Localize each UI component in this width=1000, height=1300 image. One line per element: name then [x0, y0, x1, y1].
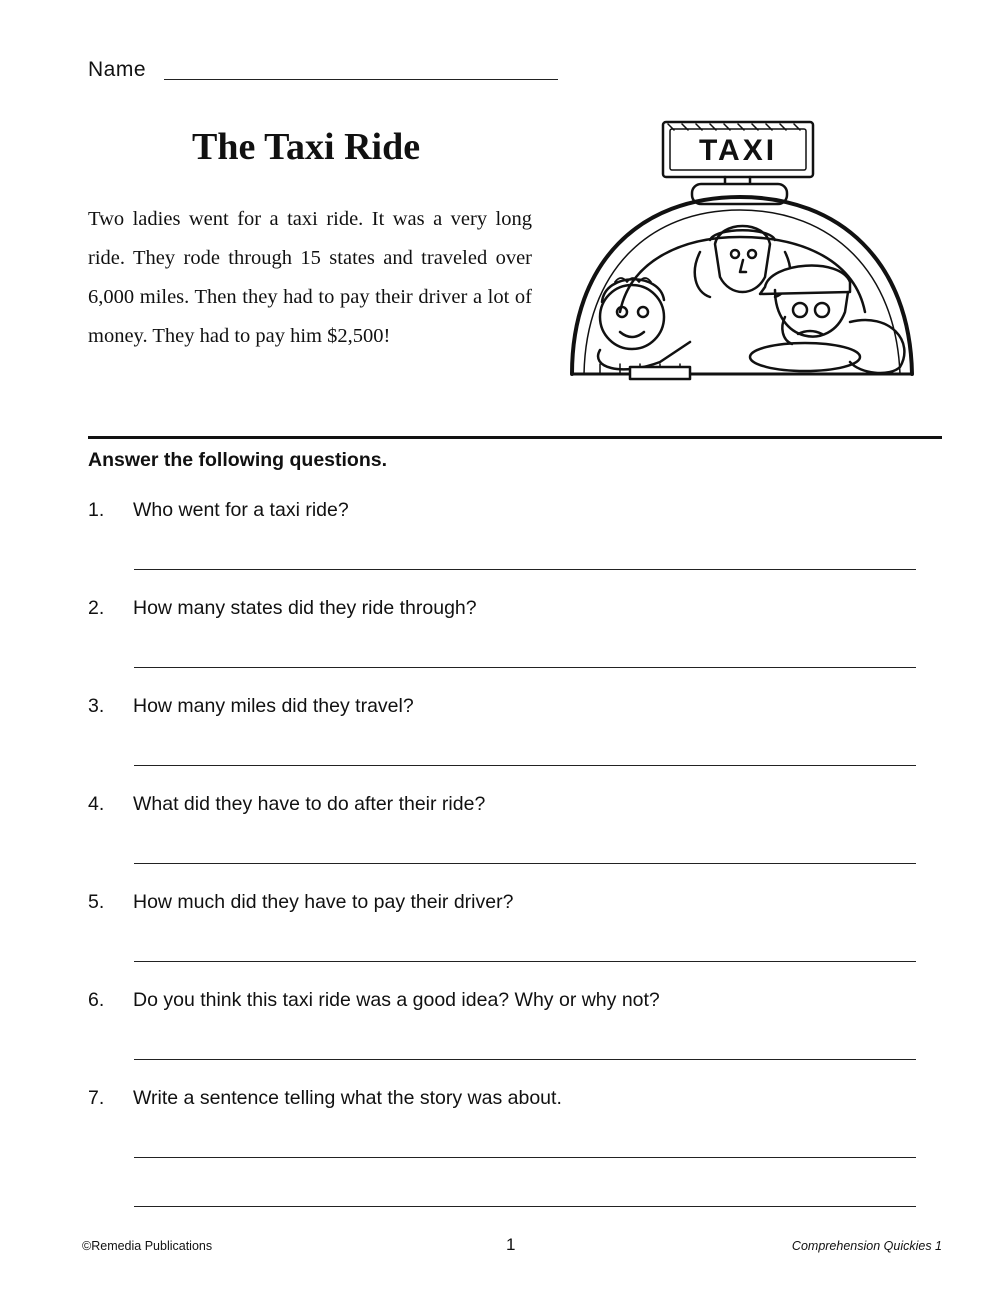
answer-line-7a[interactable]: [134, 1157, 916, 1158]
name-label: Name: [88, 58, 147, 81]
question-text: How many states did they ride through?: [133, 597, 477, 619]
question-text: What did they have to do after their ride?: [133, 793, 486, 815]
footer-copyright: ©Remedia Publications: [82, 1239, 213, 1253]
answer-line-6[interactable]: [134, 1059, 916, 1060]
question-text: Write a sentence telling what the story was about.: [133, 1087, 562, 1109]
footer-book-title: Comprehension Quickies 1: [791, 1239, 942, 1253]
taxi-sign-text: TAXI: [698, 134, 778, 167]
name-answer-line[interactable]: [164, 79, 558, 80]
question-text: How many miles did they travel?: [133, 695, 414, 717]
question-text: How much did they have to pay their driver?: [133, 891, 514, 913]
question-number: 5.: [88, 891, 105, 913]
story-paragraph: Two ladies went for a taxi ride. It was a very long ride. They rode through 15 states and traveled over 6,000 miles. Then they had to pay their driver a lot of money. They had to pay him $2,500!: [88, 208, 532, 347]
worksheet-title: The Taxi Ride: [192, 126, 421, 168]
question-number: 4.: [88, 793, 105, 815]
taxi-illustration: [560, 112, 920, 397]
answer-line-5[interactable]: [134, 961, 916, 962]
footer-page-number: 1: [506, 1235, 516, 1254]
question-number: 1.: [88, 499, 105, 521]
answer-line-7b[interactable]: [134, 1206, 916, 1207]
question-number: 6.: [88, 989, 105, 1011]
instructions-heading: Answer the following questions.: [88, 449, 388, 471]
question-number: 3.: [88, 695, 105, 717]
question-text: Who went for a taxi ride?: [133, 499, 349, 521]
question-number: 7.: [88, 1087, 105, 1109]
answer-line-4[interactable]: [134, 863, 916, 864]
question-text: Do you think this taxi ride was a good idea? Why or why not?: [133, 989, 660, 1011]
answer-line-3[interactable]: [134, 765, 916, 766]
answer-line-2[interactable]: [134, 667, 916, 668]
answer-line-1[interactable]: [134, 569, 916, 570]
question-number: 2.: [88, 597, 105, 619]
section-divider: [88, 436, 942, 439]
